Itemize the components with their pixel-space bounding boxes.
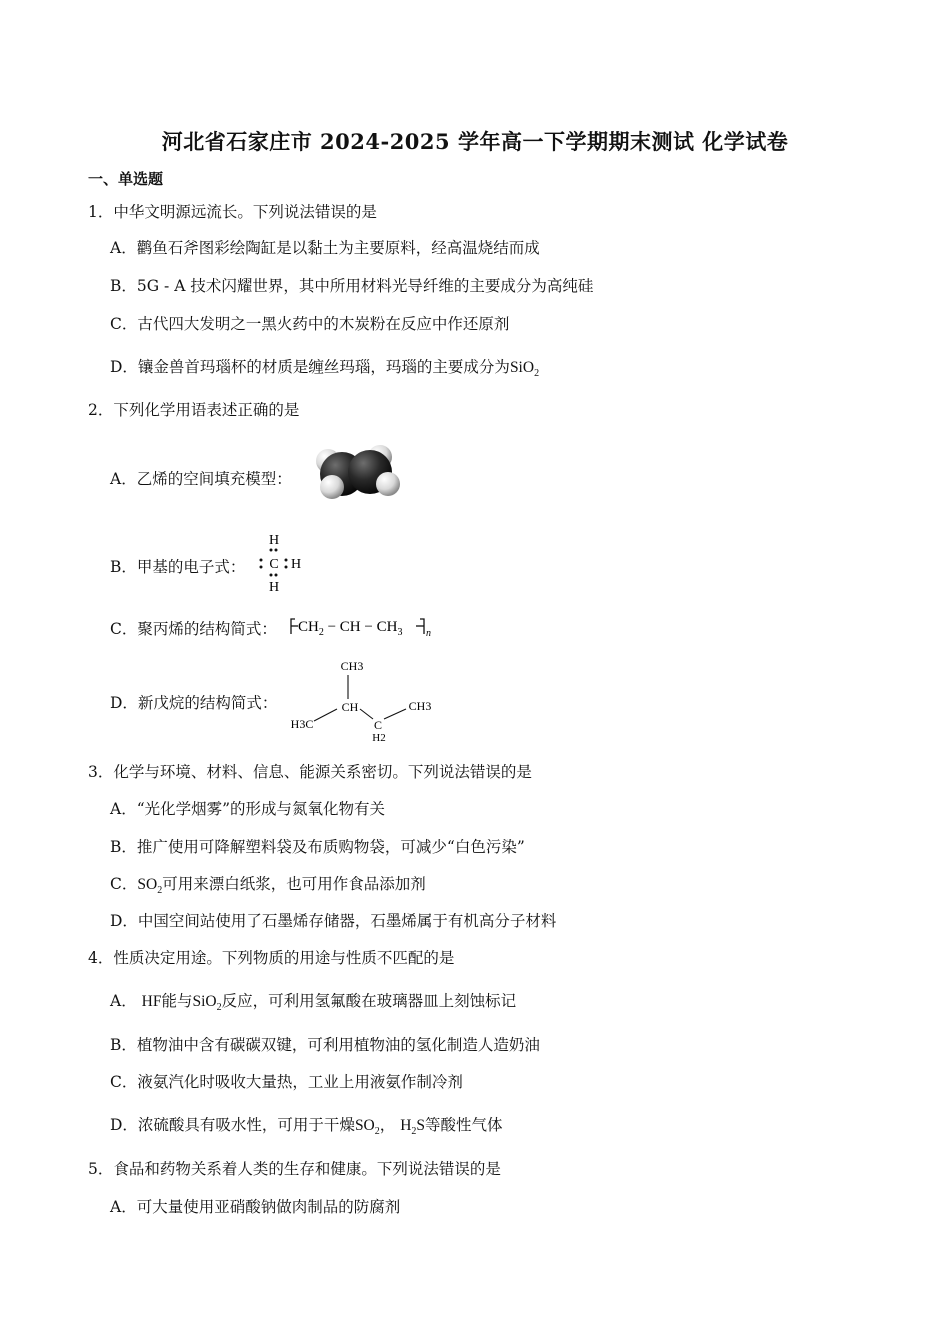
question-4-option-a xyxy=(110,989,516,1013)
pp-n: n xyxy=(426,628,431,639)
neo-ch3-right: CH3 xyxy=(408,699,432,713)
question-4-option-d xyxy=(110,1113,503,1137)
neo-ch3-top: CH3 xyxy=(340,659,364,673)
question-4-option-c: C．液氨汽化时吸收大量热，工业上用液氨作制冷剂 xyxy=(110,1073,463,1091)
question-5-option-a: A．可大量使用亚硝酸钠做肉制品的防腐剂 xyxy=(110,1198,401,1216)
q4-a-t1: 能与 xyxy=(161,992,193,1010)
question-2-option-b: B．甲基的电子式： xyxy=(110,558,246,576)
q4-d-tail: 等酸性气体 xyxy=(425,1116,503,1134)
sio2-formula: SiO xyxy=(509,359,535,376)
h2s-s: S xyxy=(416,1117,426,1134)
page-title: 河北省石家庄市 2024-2025 学年高一下学期期末测试 化学试卷 xyxy=(161,129,789,154)
so2-formula-q4: SO xyxy=(354,1117,375,1134)
so2-subscript-q4: 2 xyxy=(374,1126,380,1138)
svg-text:CH2 − CH − CH3 xyxy=(298,619,402,638)
question-1-option-b: B．5G - A 技术闪耀世界，其中所用材料光导纤维的主要成分为高纯硅 xyxy=(110,277,594,295)
methyl-h-top: H xyxy=(268,533,280,548)
question-2-option-c: C．聚丙烯的结构简式： xyxy=(110,620,277,638)
neopentane-structure xyxy=(286,655,436,747)
pp-sub-3: 3 xyxy=(397,627,403,638)
pp-mid: − CH − CH xyxy=(323,619,398,635)
section-heading: 一、单选题 xyxy=(88,170,164,188)
so2-formula: SO xyxy=(137,876,158,893)
question-1-option-c: C．古代四大发明之一黑火药中的木炭粉在反应中作还原剂 xyxy=(110,315,510,333)
question-3-option-a: A．“光化学烟雾”的形成与氮氧化物有关 xyxy=(110,800,386,818)
question-4-stem: 4．性质决定用途。下列物质的用途与性质不匹配的是 xyxy=(88,949,455,967)
methyl-electron-formula xyxy=(254,530,314,596)
pp-sub-2: 2 xyxy=(318,627,324,638)
question-5-stem: 5．食品和药物关系着人类的生存和健康。下列说法错误的是 xyxy=(88,1160,501,1178)
question-1-option-a: A．鹳鱼石斧图彩绘陶缸是以黏土为主要原料，经高温烧结而成 xyxy=(110,239,540,257)
question-2-option-a: A．乙烯的空间填充模型： xyxy=(110,470,292,488)
methyl-h-right: H xyxy=(290,557,302,572)
neo-h2: H2 xyxy=(372,732,386,744)
question-1-stem: 1．中华文明源远流长。下列说法错误的是 xyxy=(88,203,377,221)
neo-c: C xyxy=(373,718,383,732)
ethylene-space-filling-model xyxy=(308,438,404,510)
q4-a-t2: 反应，可利用氢氟酸在玻璃器皿上刻蚀标记 xyxy=(221,992,517,1010)
polypropylene-formula xyxy=(288,612,438,640)
sio2-formula-q4: SiO xyxy=(192,993,217,1010)
pp-ch: CH xyxy=(298,619,319,635)
question-2-option-d: D．新戊烷的结构简式： xyxy=(110,694,278,712)
h2s-h: H xyxy=(400,1117,412,1134)
sio2-subscript: 2 xyxy=(534,368,540,380)
question-3-option-d: D．中国空间站使用了石墨烯存储器，石墨烯属于有机高分子材料 xyxy=(110,912,557,930)
methyl-c: C xyxy=(269,557,279,572)
q4-a-prefix: A． xyxy=(110,992,137,1010)
q3-c-prefix: C． xyxy=(110,875,138,893)
question-4-option-b: B．植物油中含有碳碳双键，可利用植物油的氢化制造人造奶油 xyxy=(110,1036,540,1054)
methyl-h-bottom: H xyxy=(268,580,280,595)
question-3-stem: 3．化学与环境、材料、信息、能源关系密切。下列说法错误的是 xyxy=(88,763,532,781)
q4-d-sep: ， xyxy=(379,1116,396,1134)
question-1-option-d xyxy=(110,355,539,379)
q3-c-text: 可用来漂白纸浆，也可用作食品添加剂 xyxy=(162,875,426,893)
hf-formula: HF xyxy=(141,993,162,1010)
question-3-option-b: B．推广使用可降解塑料袋及布质购物袋，可减少“白色污染” xyxy=(110,838,525,856)
q4-d-text: D．浓硫酸具有吸水性，可用于干燥 xyxy=(110,1116,355,1134)
sio2-subscript-q4: 2 xyxy=(216,1002,222,1014)
neo-ch: CH xyxy=(341,700,359,714)
neo-h3c: H3C xyxy=(290,717,314,731)
question-1-option-d-text: D．镶金兽首玛瑙杯的材质是缠丝玛瑙，玛瑙的主要成分为 xyxy=(110,358,510,376)
so2-subscript: 2 xyxy=(157,885,163,897)
question-2-stem: 2．下列化学用语表述正确的是 xyxy=(88,401,300,419)
question-3-option-c xyxy=(110,872,426,896)
h2s-subscript: 2 xyxy=(411,1126,417,1138)
